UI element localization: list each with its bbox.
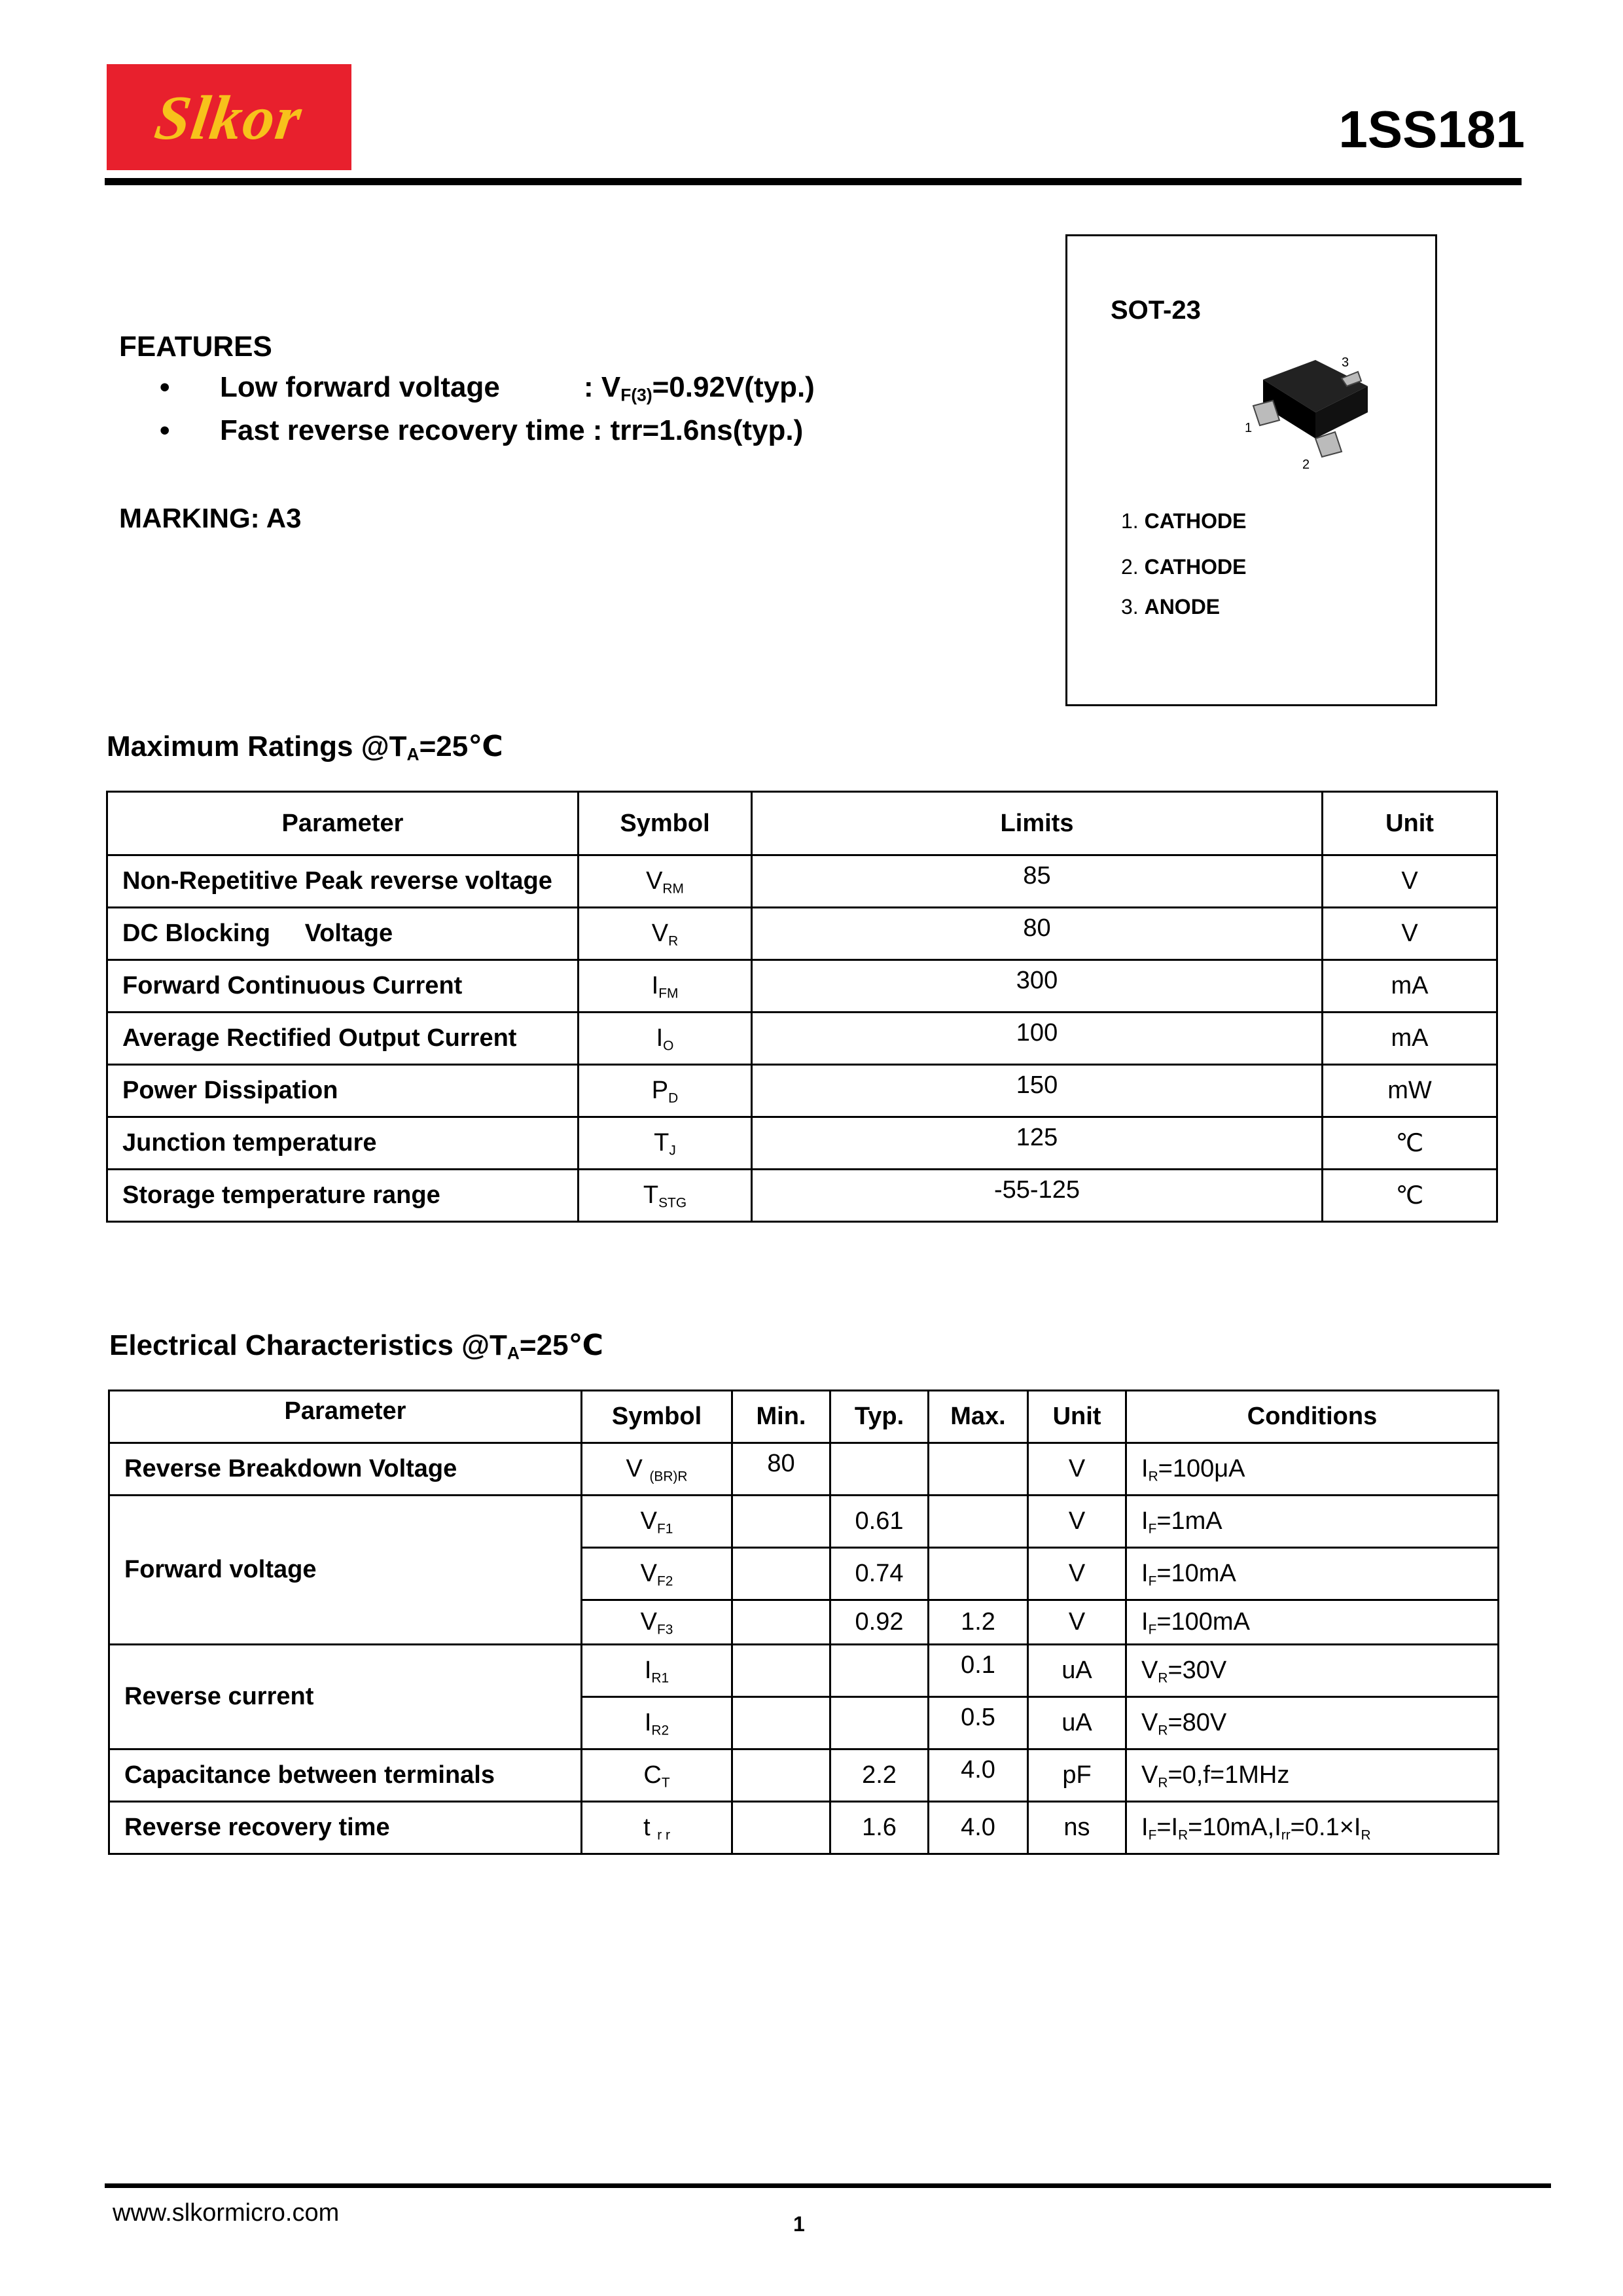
cell-conditions: VR=0,f=1MHz	[1126, 1749, 1499, 1802]
cell-max: 4.0	[929, 1749, 1028, 1802]
col-header-limits: Limits	[752, 792, 1323, 855]
pin-item	[1121, 555, 1246, 579]
pin-function: CATHODE	[1144, 555, 1247, 579]
marking-code: MARKING: A3	[119, 503, 302, 533]
cell-parameter: Average Rectified Output Current	[107, 1013, 579, 1065]
cell-max: 0.1	[929, 1645, 1028, 1697]
feature-value-suffix: =0.92V(typ.)	[652, 371, 815, 403]
cell-unit: ℃	[1323, 1170, 1497, 1222]
part-number: 1SS181	[1338, 100, 1525, 158]
cell-unit: pF	[1028, 1749, 1126, 1802]
pin-2-label: 2	[1302, 457, 1310, 471]
cell-parameter: Power Dissipation	[107, 1065, 579, 1117]
cell-limit: 125	[752, 1117, 1323, 1170]
header-divider	[105, 178, 1522, 185]
table-row	[107, 855, 1497, 908]
cell-parameter: Forward Continuous Current	[107, 960, 579, 1013]
cell-min	[732, 1749, 830, 1802]
cell-unit: V	[1323, 908, 1497, 960]
cell-parameter: Reverse current	[109, 1645, 582, 1749]
sot23-package-drawing	[1237, 340, 1387, 471]
cell-symbol: t r r	[582, 1802, 732, 1854]
pin-number: 1.	[1121, 509, 1139, 533]
cell-limit: 150	[752, 1065, 1323, 1117]
cell-symbol: IR1	[582, 1645, 732, 1697]
table-row	[107, 960, 1497, 1013]
col-header-conditions: Conditions	[1126, 1391, 1499, 1443]
cell-unit: V	[1028, 1443, 1126, 1496]
features-title: FEATURES	[119, 331, 272, 363]
pin-number: 2.	[1121, 555, 1139, 579]
cell-parameter: Storage temperature range	[107, 1170, 579, 1222]
brand-logo	[107, 64, 351, 170]
feature-value-prefix: : V	[584, 371, 621, 403]
feature-value-sub: F(3)	[620, 385, 652, 405]
cell-unit: mA	[1323, 1013, 1497, 1065]
cell-typ: 1.6	[830, 1802, 929, 1854]
cell-parameter: DC Blocking Voltage	[107, 908, 579, 960]
cell-min	[732, 1600, 830, 1645]
table-row	[107, 1117, 1497, 1170]
footer-website-link[interactable]: www.slkormicro.com	[113, 2199, 340, 2227]
col-header-max: Max.	[929, 1391, 1028, 1443]
cell-symbol: VF1	[582, 1496, 732, 1548]
table-header-row	[109, 1391, 1499, 1443]
col-header-min: Min.	[732, 1391, 830, 1443]
col-header-unit: Unit	[1323, 792, 1497, 855]
cell-unit: uA	[1028, 1697, 1126, 1749]
cell-min: 80	[732, 1443, 830, 1496]
bullet: •	[160, 371, 170, 403]
col-header-symbol: Symbol	[582, 1391, 732, 1443]
cell-max	[929, 1443, 1028, 1496]
package-name: SOT-23	[1111, 296, 1201, 325]
cell-unit: uA	[1028, 1645, 1126, 1697]
cell-typ	[830, 1697, 929, 1749]
pin-item	[1121, 595, 1220, 619]
cell-limit: 300	[752, 960, 1323, 1013]
cell-typ: 2.2	[830, 1749, 929, 1802]
cell-unit: mW	[1323, 1065, 1497, 1117]
cell-parameter: Junction temperature	[107, 1117, 579, 1170]
cell-symbol: IFM	[579, 960, 752, 1013]
cell-max	[929, 1496, 1028, 1548]
cell-unit: ns	[1028, 1802, 1126, 1854]
feature-label: Low forward voltage	[220, 371, 500, 403]
feature-value: : trr=1.6ns(typ.)	[592, 414, 804, 446]
pin-function: ANODE	[1144, 595, 1221, 619]
cell-parameter: Capacitance between terminals	[109, 1749, 582, 1802]
feature-item-recovery-time	[160, 414, 803, 447]
table-row	[107, 1170, 1497, 1222]
brand-logo-text: Slkor	[151, 82, 308, 152]
cell-symbol: PD	[579, 1065, 752, 1117]
pin-number: 3.	[1121, 595, 1139, 619]
col-header-unit: Unit	[1028, 1391, 1126, 1443]
cell-symbol: IR2	[582, 1697, 732, 1749]
cell-limit: 100	[752, 1013, 1323, 1065]
cell-symbol: CT	[582, 1749, 732, 1802]
cell-typ	[830, 1645, 929, 1697]
max-ratings-title: Maximum Ratings $@T_A=25℃$	[107, 730, 503, 764]
pin-function: CATHODE	[1144, 509, 1247, 533]
cell-conditions: IR=100μA	[1126, 1443, 1499, 1496]
cell-min	[732, 1496, 830, 1548]
cell-limit: 80	[752, 908, 1323, 960]
cell-symbol: TJ	[579, 1117, 752, 1170]
cell-parameter: Forward voltage	[109, 1496, 582, 1645]
col-header-parameter: Parameter	[109, 1391, 582, 1443]
cell-conditions: VR=30V	[1126, 1645, 1499, 1697]
pin-item	[1121, 509, 1246, 533]
table-row	[109, 1443, 1499, 1496]
cell-symbol: VRM	[579, 855, 752, 908]
feature-item-forward-voltage	[160, 371, 815, 404]
cell-unit: mA	[1323, 960, 1497, 1013]
cell-symbol: TSTG	[579, 1170, 752, 1222]
pin-3-label: 3	[1342, 355, 1349, 370]
bullet: •	[160, 414, 170, 446]
cell-conditions: IF=100mA	[1126, 1600, 1499, 1645]
pin-1-label: 1	[1245, 421, 1253, 435]
cell-symbol: V (BR)R	[582, 1443, 732, 1496]
cell-parameter: Reverse recovery time	[109, 1802, 582, 1854]
cell-max	[929, 1548, 1028, 1600]
footer-divider	[105, 2183, 1551, 2188]
cell-limit: 85	[752, 855, 1323, 908]
cell-unit: V	[1028, 1600, 1126, 1645]
feature-label: Fast reverse recovery time	[220, 414, 585, 446]
cell-symbol: VF2	[582, 1548, 732, 1600]
cell-parameter: Non-Repetitive Peak reverse voltage	[107, 855, 579, 908]
cell-conditions: VR=80V	[1126, 1697, 1499, 1749]
cell-conditions: IF=10mA	[1126, 1548, 1499, 1600]
col-header-typ: Typ.	[830, 1391, 929, 1443]
table-row	[107, 1013, 1497, 1065]
col-header-parameter: Parameter	[107, 792, 579, 855]
col-header-symbol: Symbol	[579, 792, 752, 855]
cell-unit: V	[1323, 855, 1497, 908]
cell-min	[732, 1548, 830, 1600]
elec-chars-title: Electrical Characteristics $@T_A=25℃$	[109, 1329, 603, 1363]
cell-max: 4.0	[929, 1802, 1028, 1854]
table-header-row	[107, 792, 1497, 855]
cell-typ: 0.74	[830, 1548, 929, 1600]
cell-min	[732, 1802, 830, 1854]
table-row	[109, 1749, 1499, 1802]
cell-unit: ℃	[1323, 1117, 1497, 1170]
max-ratings-table	[106, 791, 1498, 1223]
cell-conditions: IF=IR=10mA,Irr=0.1×IR	[1126, 1802, 1499, 1854]
cell-parameter: Reverse Breakdown Voltage	[109, 1443, 582, 1496]
cell-limit: -55-125	[752, 1170, 1323, 1222]
table-row	[107, 908, 1497, 960]
cell-typ	[830, 1443, 929, 1496]
cell-symbol: VF3	[582, 1600, 732, 1645]
cell-unit: V	[1028, 1496, 1126, 1548]
cell-symbol: IO	[579, 1013, 752, 1065]
table-row	[109, 1496, 1499, 1548]
cell-typ: 0.61	[830, 1496, 929, 1548]
cell-unit: V	[1028, 1548, 1126, 1600]
cell-typ: 0.92	[830, 1600, 929, 1645]
page-number: 1	[793, 2212, 805, 2236]
cell-min	[732, 1697, 830, 1749]
cell-conditions: IF=1mA	[1126, 1496, 1499, 1548]
cell-symbol: VR	[579, 908, 752, 960]
table-row	[109, 1645, 1499, 1697]
cell-max: 1.2	[929, 1600, 1028, 1645]
elec-chars-table	[108, 1390, 1499, 1855]
table-row	[107, 1065, 1497, 1117]
cell-min	[732, 1645, 830, 1697]
table-row	[109, 1802, 1499, 1854]
cell-max: 0.5	[929, 1697, 1028, 1749]
